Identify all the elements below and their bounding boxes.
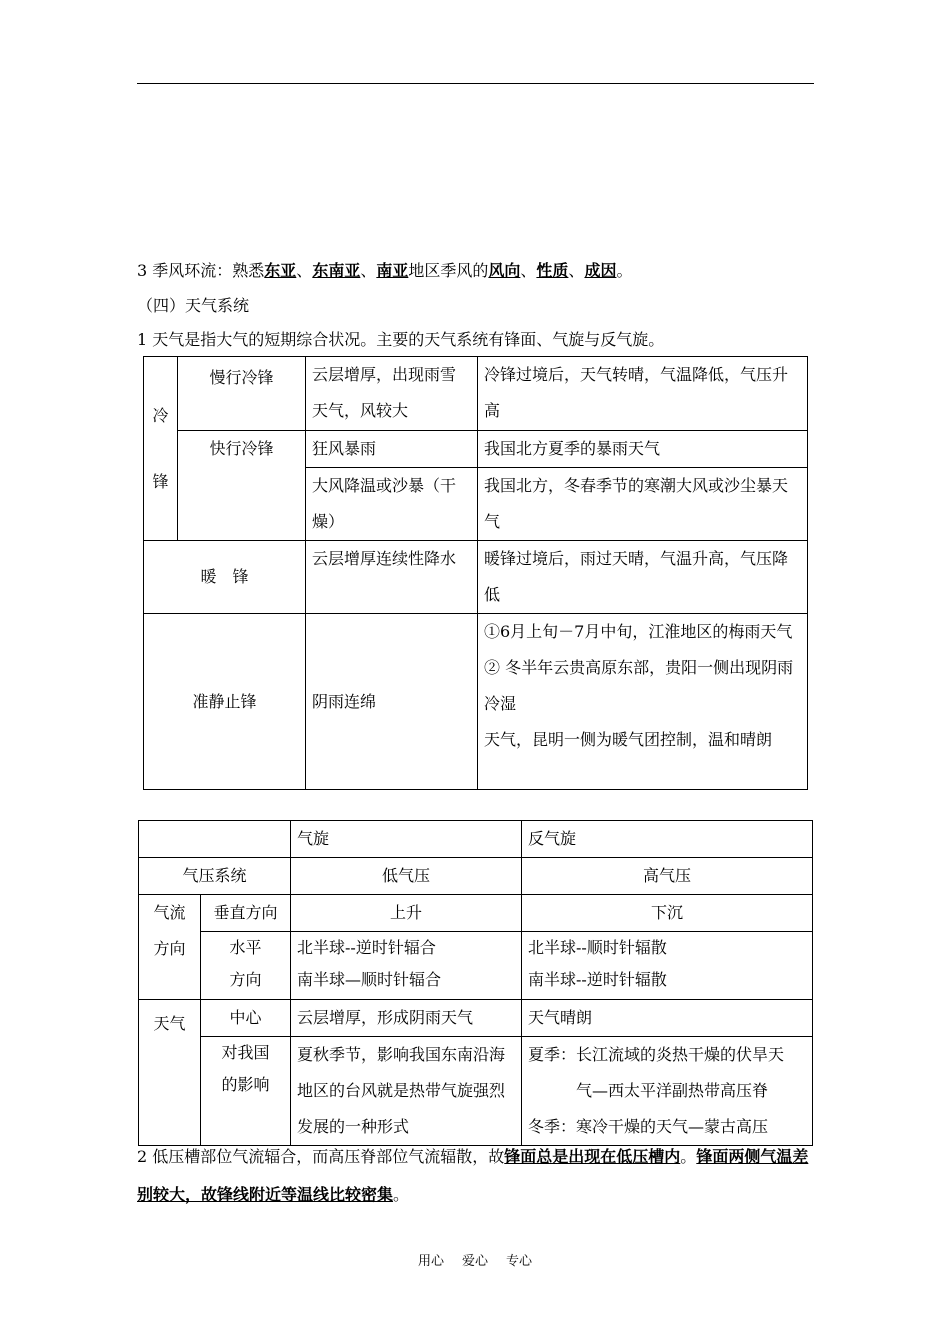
cyclone-horizontal: 北半球--逆时针辐合 南半球—顺时针辐合 [291,932,522,1000]
fast-cold-effect-1: 我国北方夏季的暴雨天气 [478,431,808,468]
airflow-direction-label: 气流 方向 [139,895,201,1000]
cause: 成因 [584,261,617,280]
low-pressure: 低气压 [291,858,522,895]
monsoon-paragraph: 3 季风环流：熟悉东亚、东南亚、南亚地区季风的风向、性质、成因。 [137,261,633,280]
anticyclone-center-weather: 天气晴朗 [522,1000,813,1037]
corner-cell [139,821,291,858]
vertical-direction: 垂直方向 [201,895,291,932]
slow-cold-front: 慢行冷锋 [178,357,306,431]
section-heading: （四）天气系统 [137,296,250,315]
header-anticyclone: 反气旋 [522,821,813,858]
cyclone-impact: 夏秋季节，影响我国东南沿海地区的台风就是热带气旋强烈发展的一种形式 [291,1037,522,1146]
center-label: 中心 [201,1000,291,1037]
cyclone-table [138,820,813,1146]
header-rule [137,83,814,84]
anticyclone-horizontal: 北半球--顺时针辐散 南半球--逆时针辐散 [522,932,813,1000]
anticyclone-impact: 夏季：长江流域的炎热干燥的伏旱天 气—西太平洋副热带高压脊 冬季：寒冷干燥的天气—蒙古高压 [522,1037,813,1146]
stationary-front: 准静止锋 [144,614,306,790]
fronts-table [143,356,808,790]
warm-front: 暖 锋 [144,541,306,614]
slow-cold-effect: 冷锋过境后，天气转晴，气温降低，气压升高 [478,357,808,431]
warm-front-effect: 暖锋过境后，雨过天晴，气温升高，气压降低 [478,541,808,614]
trough-ridge-paragraph: 2 低压槽部位气流辐合，而高压脊部位气流辐散，故锋面总是出现在低压槽内。锋面两侧气温差别较大，故锋线附近等温线比较密集。 [137,1147,809,1204]
fast-cold-weather-1: 狂风暴雨 [306,431,478,468]
page-footer: 用心 爱心 专心 [417,1254,533,1269]
fast-cold-front: 快行冷锋 [178,431,306,541]
south-asia: 南亚 [376,261,409,280]
cyclone-center-weather: 云层增厚，形成阴雨天气 [291,1000,522,1037]
weather-definition: 1 天气是指大气的短期综合状况。主要的天气系统有锋面、气旋与反气旋。 [137,330,665,349]
cyclone-vertical: 上升 [291,895,522,932]
wind-direction: 风向 [488,261,521,280]
slow-cold-weather: 云层增厚，出现雨雪天气，风较大 [306,357,478,431]
front-temperature-difference: 锋面两侧气温差别较大，故锋线附近等温线比较密集 [137,1147,809,1204]
east-asia: 东亚 [264,261,297,280]
weather-label: 天气 [139,1000,201,1146]
impact-label: 对我国 的影响 [201,1037,291,1146]
pressure-system-label: 气压系统 [139,858,291,895]
fast-cold-effect-2: 我国北方，冬春季节的寒潮大风或沙尘暴天气 [478,468,808,541]
warm-front-weather: 云层增厚连续性降水 [306,541,478,614]
stationary-front-effect: ①6月上旬－7月中旬，江淮地区的梅雨天气 ② 冬半年云贵高原东部，贵阳一侧出现阴雨冷湿 天气，昆明一侧为暖气团控制，温和晴朗 [478,614,808,790]
header-cyclone: 气旋 [291,821,522,858]
cold-front-label: 冷 锋 [144,357,178,541]
nature: 性质 [536,261,569,280]
high-pressure: 高气压 [522,858,813,895]
stationary-front-weather: 阴雨连绵 [306,614,478,790]
front-in-trough: 锋面总是出现在低压槽内 [504,1147,681,1166]
fast-cold-weather-2: 大风降温或沙暴（干燥） [306,468,478,541]
southeast-asia: 东南亚 [312,261,361,280]
horizontal-direction: 水平 方向 [201,932,291,1000]
anticyclone-vertical: 下沉 [522,895,813,932]
